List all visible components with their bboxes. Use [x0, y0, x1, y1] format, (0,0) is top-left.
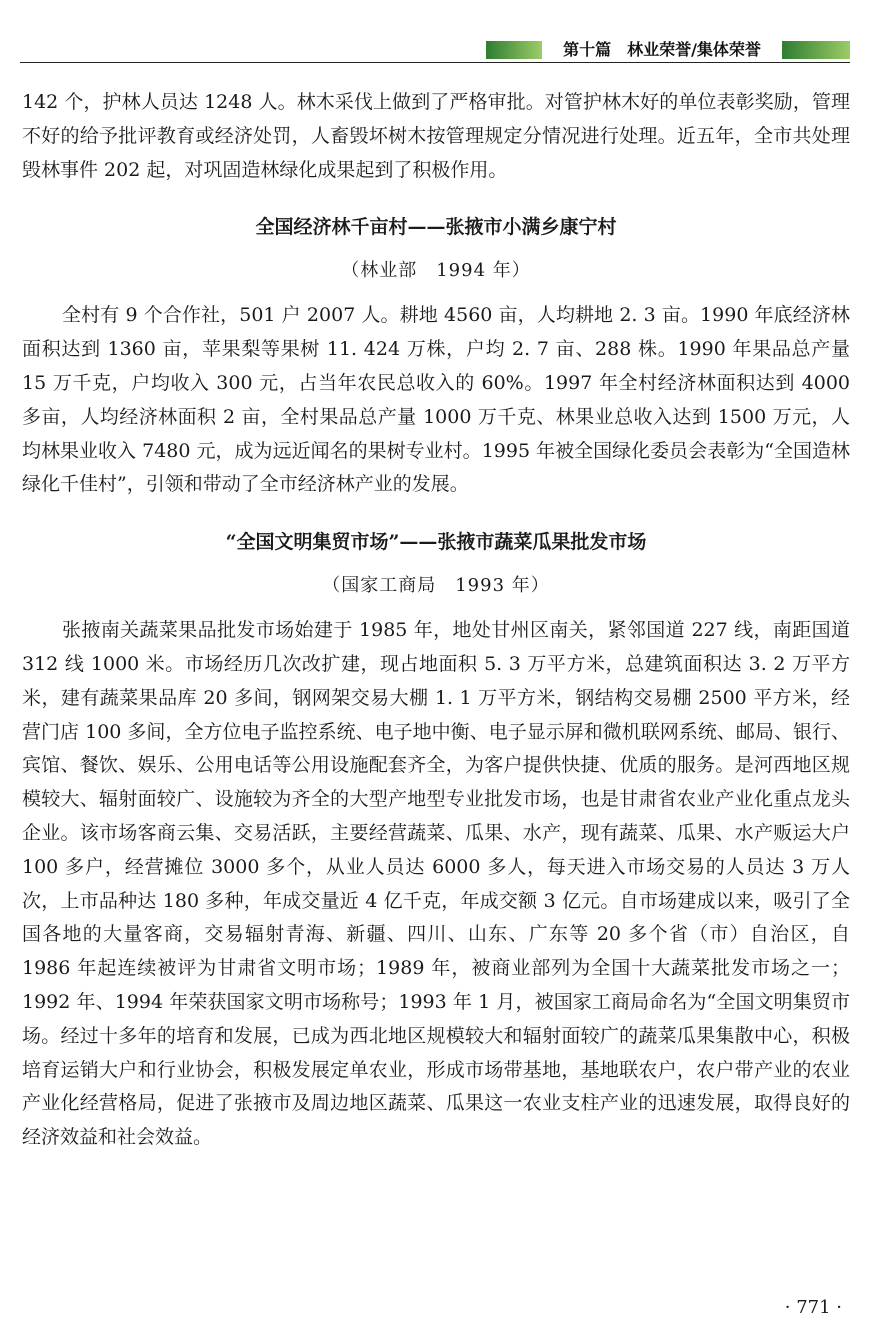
section-heading: 全国经济林千亩村——张掖市小满乡康宁村 [255, 216, 617, 239]
page-number: · 771 · [784, 1297, 842, 1318]
header-decoration-bar-right [782, 41, 850, 59]
section-subheading: （国家工商局 1993 年） [322, 575, 550, 597]
section-body: 张掖南关蔬菜果品批发市场始建于 1985 年，地处甘州区南关，紧邻国道 227 线，南距国道 312 线 1000 米。市场经历几次改扩建，现占地面积 5. 3 万平方米，总建筑面积达 3. 2 万平方米，建有蔬菜果品库 20 多间，钢网架交易大棚 1. 1 万平方米，钢结构交易棚 2500 平方米，经营门店 100 多间，全方位电子监控系统、电子地中衡、电子显示屏和微机联网系统、邮局、银行、宾馆、餐饮、娱乐、公用电话等公用设施配套齐全，为客户提供快捷、优质的服务。是河西地区规模较大、辐射面较广、设施较为齐全的大型产地型专业批发市场，也是甘肃省农业产业化重点龙头企业。该市场客商云集、交易活跃，主要经营蔬菜、瓜果、水产，现有蔬菜、瓜果、水产贩运大户 100 多户，经营摊位 3000 多个，从业人员达 6000 多人，每天进入市场交易的人员达 3 万人次，上市品种达 180 多种，年成交量近 4 亿千克，年成交额 3 亿元。自市场建成以来，吸引了全国各地的大量客商，交易辐射青海、新疆、四川、山东、广东等 20 多个省（市）自治区，自 1986 年起连续被评为甘肃省文明市场；1989 年，被商业部列为全国十大蔬菜批发市场之一；1992 年、1994 年荣获国家文明市场称号；1993 年 1 月，被国家工商局命名为“全国文明集贸市场。经过十多年的培育和发展，已成为西北地区规模较大和辐射面较广的蔬菜瓜果集散中心，积极培育运销大户和行业协会，积极发展定单农业，形成市场带基地，基地联农户，农户带产业的农业产业化经营格局，促进了张掖市及周边地区蔬菜、瓜果这一农业支柱产业的迅速发展，取得良好的经济效益和社会效益。 [22, 619, 850, 1149]
section-heading: “全国文明集贸市场”——张掖市蔬菜瓜果批发市场 [225, 531, 647, 554]
header-rule [20, 62, 850, 63]
header-decoration-bar-left [486, 41, 542, 59]
page-content [22, 86, 850, 1155]
intro-paragraph: 142 个，护林人员达 1248 人。林木采伐上做到了严格审批。对管护林木好的单位表彰奖励，管理不好的给予批评教育或经济处罚，人畜毁坏树木按管理规定分情况进行处理。近五年，全市共处理毁林事件 202 起，对巩固造林绿化成果起到了积极作用。 [22, 91, 850, 181]
section-subheading: （林业部 1994 年） [341, 260, 531, 282]
header-title: 第十篇 林业荣誉/集体荣誉 [542, 40, 782, 60]
section-body: 全村有 9 个合作社，501 户 2007 人。耕地 4560 亩，人均耕地 2. 3 亩。1990 年底经济林面积达到 1360 亩，苹果梨等果树 11. 424 万株，户均 2. 7 亩、288 株。1990 年果品总产量 15 万千克，户均收入 300 元，占当年农民总收入的 60%。1997 年全村经济林面积达到 4000 多亩，人均经济林面积 2 亩，全村果品总产量 1000 万千克、林果业总收入达到 1500 万元，人均林果业收入 7480 元，成为远近闻名的果树专业村。1995 年被全国绿化委员会表彰为“全国造林绿化千佳村”，引领和带动了全市经济林产业的发展。 [22, 304, 850, 496]
running-header [486, 40, 850, 60]
